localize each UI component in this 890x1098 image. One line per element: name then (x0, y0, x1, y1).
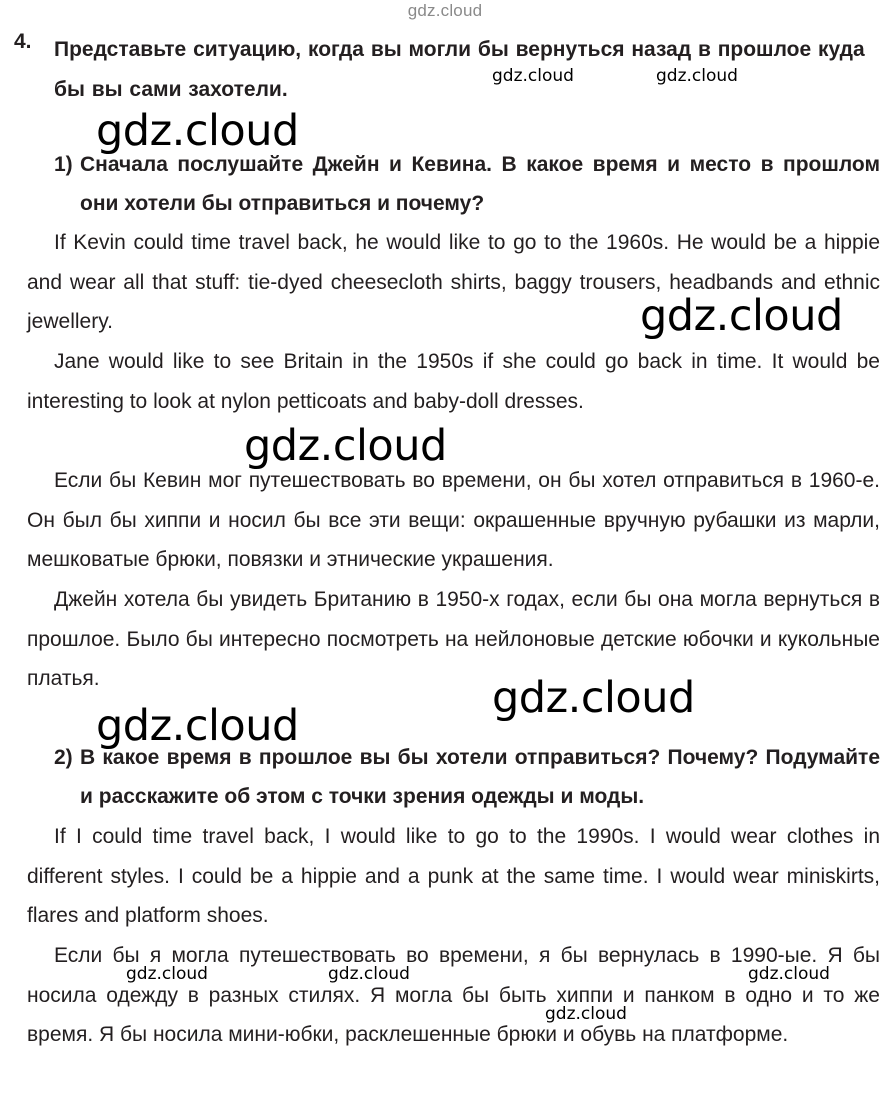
answer-1-ru-kevin: Если бы Кевин мог путешествовать во времени, он бы хотел отправиться в 1960-е. Он был бы хиппи и носил бы все эти вещи: окрашенные вручную рубашки из марли, мешковатые брюки, повязки и этнические украшения. (27, 469, 880, 572)
answer-1-en-kevin: If Kevin could time travel back, he would like to go to the 1960s. He would be a hippie and wear all that stuff: tie-dyed cheesecloth shirts, baggy trousers, headbands and ethnic jewellery. (27, 231, 880, 334)
watermark: gdz.cloud (244, 421, 447, 471)
watermark: gdz.cloud (492, 673, 695, 723)
question-1-number: 1) (54, 153, 73, 176)
watermark: gdz.cloud (126, 964, 208, 984)
watermark: gdz.cloud (328, 964, 410, 984)
watermark: gdz.cloud (492, 66, 574, 86)
watermark: gdz.cloud (656, 66, 738, 86)
task-number: 4. (14, 30, 32, 53)
watermark: gdz.cloud (748, 964, 830, 984)
watermark: gdz.cloud (545, 1004, 627, 1024)
watermark: gdz.cloud (96, 106, 299, 156)
header-watermark: gdz.cloud (407, 1, 483, 20)
watermark: gdz.cloud (96, 701, 299, 751)
question-2-text: В какое время в прошлое вы бы хотели отправиться? Почему? Подумайте и расскажите об этом с точки зрения одежды и моды. (80, 746, 880, 808)
task-title: Представьте ситуацию, когда вы могли бы вернуться назад в прошлое куда бы вы сами захотели. (54, 38, 865, 101)
question-1-text: Сначала послушайте Джейн и Кевина. В какое время и место в прошлом они хотели бы отправиться и почему? (80, 153, 880, 215)
watermark: gdz.cloud (640, 291, 843, 341)
answer-1-ru-jane: Джейн хотела бы увидеть Британию в 1950-х годах, если бы она могла вернуться в прошлое. Было бы интересно посмотреть на нейлоновые детские юбочки и кукольные платья. (27, 588, 880, 691)
answer-1-en-jane: Jane would like to see Britain in the 1950s if she could go back in time. It would be interesting to look at nylon petticoats and baby-doll dresses. (27, 350, 880, 413)
question-2-number: 2) (54, 746, 73, 769)
answer-2-ru: Если бы я могла путешествовать во времени, я бы вернулась в 1990-ые. Я бы носила одежду в разных стилях. Я могла бы быть хиппи и панком в одно и то же время. Я бы носила мини-юбки, расклешенные брюки и обувь на платформе. (27, 944, 880, 1047)
answer-2-en: If I could time travel back, I would like to go to the 1990s. I would wear clothes in different styles. I could be a hippie and a punk at the same time. I would wear miniskirts, flares and platform shoes. (27, 825, 880, 928)
